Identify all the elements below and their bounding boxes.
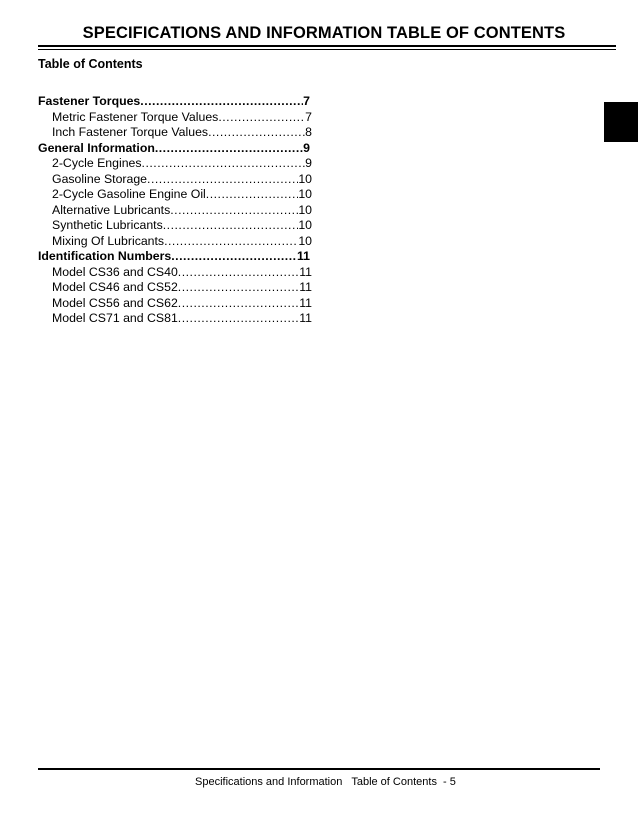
leader-dots <box>142 156 306 172</box>
toc-entry-label: Fastener Torques <box>38 94 141 108</box>
toc-entry-page: 10 <box>298 233 312 248</box>
toc-entry-gasoline-storage[interactable] <box>38 172 312 188</box>
leader-dots <box>155 141 303 157</box>
toc-entry-label: Model CS71 and CS81 <box>52 311 178 325</box>
toc-entry-page: 11 <box>297 249 310 263</box>
table-of-contents <box>38 94 312 327</box>
toc-entry-label: Synthetic Lubricants <box>52 218 163 232</box>
leader-dots <box>147 172 298 188</box>
toc-entry-page: 7 <box>305 109 312 124</box>
leader-dots <box>170 203 298 219</box>
leader-dots <box>163 218 299 234</box>
toc-entry-label: Gasoline Storage <box>52 171 148 186</box>
toc-entry-2-cycle-engines[interactable] <box>38 156 312 172</box>
toc-entry-page: 9 <box>305 156 312 170</box>
toc-entry-label: 2-Cycle Gasoline Engine Oil <box>52 187 206 201</box>
leader-dots <box>140 94 303 110</box>
toc-entry-2-cycle-gasoline-engine-oil[interactable] <box>38 187 312 203</box>
toc-entry-general-information[interactable] <box>38 141 312 157</box>
page-footer: Specifications and Information Table of Contents - 5 <box>195 776 456 788</box>
toc-entry-label: Model CS36 and CS40 <box>52 264 178 279</box>
toc-entry-page: 9 <box>303 140 310 155</box>
toc-entry-page: 11 <box>299 295 312 310</box>
section-tab-marker <box>604 102 638 142</box>
toc-entry-page: 11 <box>299 311 312 325</box>
toc-entry-page: 10 <box>298 171 312 186</box>
toc-heading: Table of Contents <box>38 57 143 71</box>
toc-entry-label: Mixing Of Lubricants <box>52 233 165 248</box>
footer-rule <box>38 768 600 770</box>
toc-entry-model-cs36-cs40[interactable] <box>38 265 312 281</box>
toc-entry-label: Metric Fastener Torque Values <box>52 109 219 124</box>
toc-entry-page: 10 <box>298 202 312 217</box>
toc-entry-page: 7 <box>303 94 310 108</box>
leader-dots <box>171 249 297 265</box>
leader-dots <box>206 187 299 203</box>
header-rule-thin <box>38 49 616 50</box>
toc-entry-mixing-of-lubricants[interactable] <box>38 234 312 250</box>
toc-entry-fastener-torques[interactable] <box>38 94 312 110</box>
toc-entry-page: 10 <box>298 218 312 232</box>
leader-dots <box>178 311 299 327</box>
leader-dots <box>178 265 299 281</box>
toc-entry-identification-numbers[interactable] <box>38 249 312 265</box>
toc-entry-page: 10 <box>298 187 312 201</box>
toc-entry-alternative-lubricants[interactable] <box>38 203 312 219</box>
page-title: SPECIFICATIONS AND INFORMATION TABLE OF CONTENTS <box>82 24 566 42</box>
toc-entry-label: Model CS46 and CS52 <box>52 280 178 294</box>
toc-entry-label: Inch Fastener Torque Values <box>52 125 209 139</box>
toc-entry-synthetic-lubricants[interactable] <box>38 218 312 234</box>
toc-entry-label: General Information <box>38 140 155 155</box>
toc-entry-model-cs71-cs81[interactable] <box>38 311 312 327</box>
leader-dots <box>164 234 298 250</box>
toc-entry-metric-fastener-torque-values[interactable] <box>38 110 312 126</box>
toc-entry-inch-fastener-torque-values[interactable] <box>38 125 312 141</box>
toc-entry-page: 11 <box>299 280 312 294</box>
toc-entry-label: Identification Numbers <box>38 249 172 263</box>
toc-entry-page: 11 <box>299 264 312 279</box>
toc-entry-label: Alternative Lubricants <box>52 202 171 217</box>
leader-dots <box>208 125 305 141</box>
toc-entry-label: Model CS56 and CS62 <box>52 295 178 310</box>
leader-dots <box>178 296 299 312</box>
toc-entry-page: 8 <box>305 125 312 139</box>
toc-entry-model-cs46-cs52[interactable] <box>38 280 312 296</box>
header-rule <box>38 45 616 47</box>
toc-entry-label: 2-Cycle Engines <box>52 156 142 170</box>
leader-dots <box>178 280 299 296</box>
leader-dots <box>218 110 305 126</box>
toc-entry-model-cs56-cs62[interactable] <box>38 296 312 312</box>
